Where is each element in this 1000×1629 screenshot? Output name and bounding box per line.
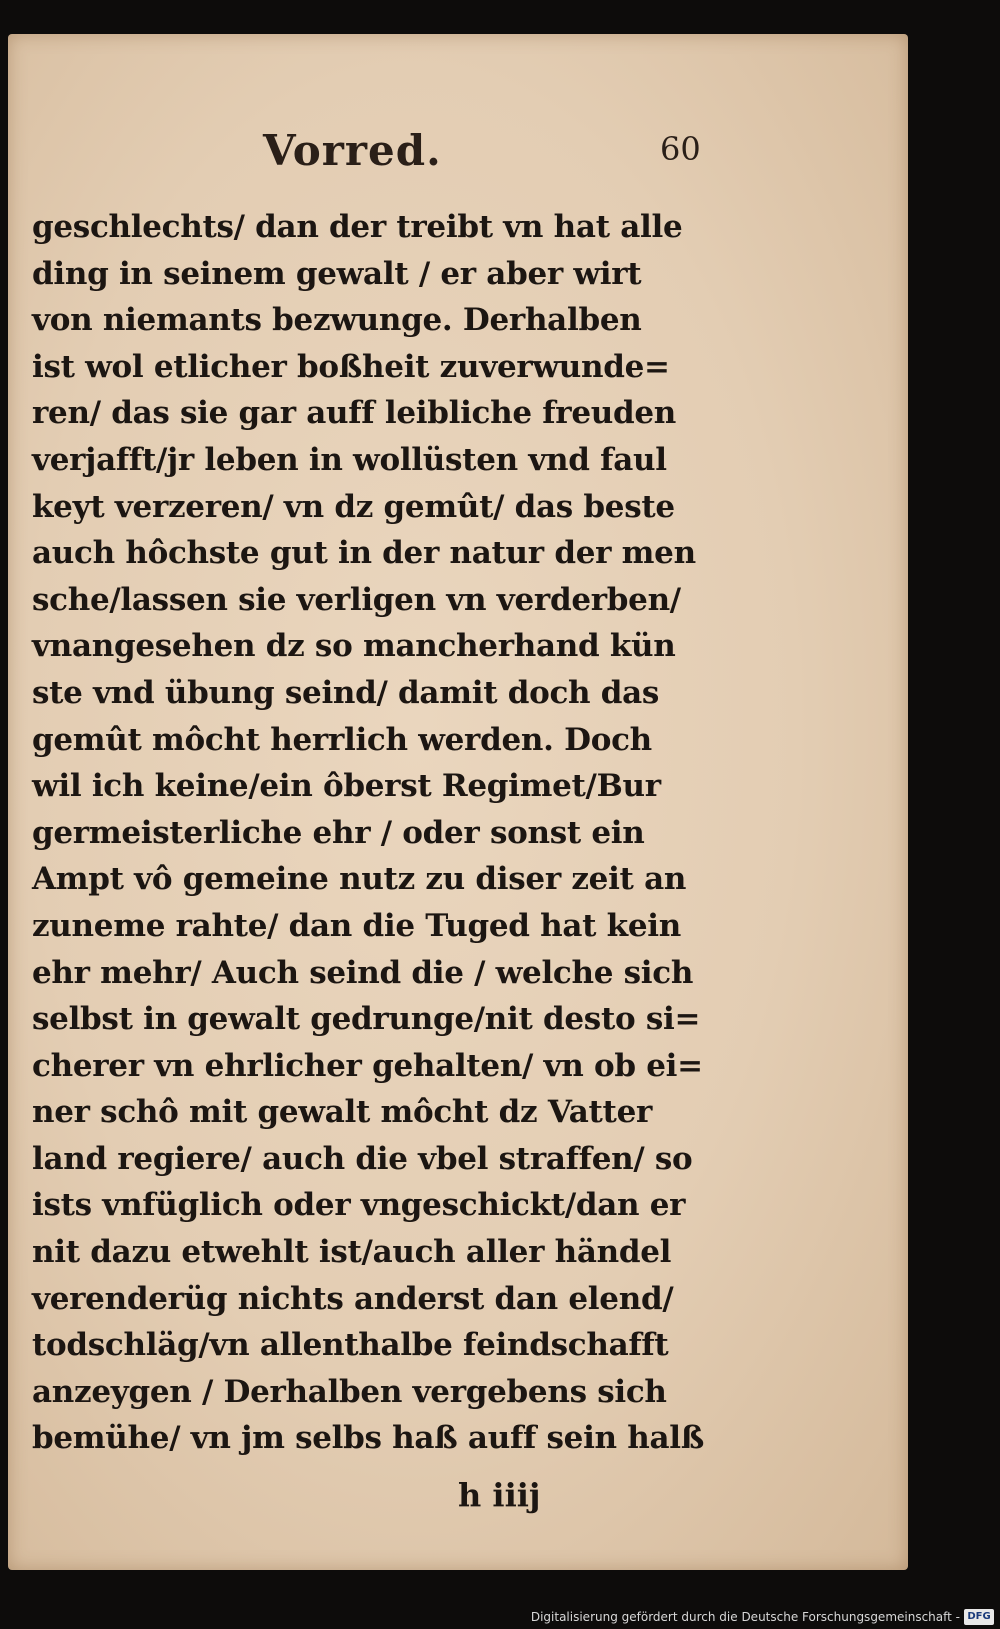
running-head: Vorred.: [263, 126, 442, 175]
text-line: nit dazu etwehlt ist/auch aller händel: [32, 1234, 672, 1271]
text-line: vnangesehen dz so mancherhand kün: [32, 628, 676, 665]
book-page: [8, 34, 908, 1570]
text-line: cherer vn ehrlicher gehalten/ vn ob ei=: [32, 1047, 703, 1084]
footer-bar: [0, 1599, 1000, 1629]
text-line: bemühe/ vn jm selbs haß auff sein halß: [32, 1420, 705, 1457]
dfg-logo: DFG: [964, 1609, 994, 1625]
text-line: wil ich keine/ein ôberst Regimet/Bur: [32, 768, 661, 805]
text-line: Ampt vô gemeine nutz zu diser zeit an: [32, 861, 687, 898]
text-line: selbst in gewalt gedrunge/nit desto si=: [32, 1001, 701, 1038]
text-line: ding in seinem gewalt / er aber wirt: [32, 255, 642, 292]
text-line: anzeygen / Derhalben vergebens sich: [32, 1373, 667, 1410]
text-line: ist wol etlicher boßheit zuverwunde=: [32, 348, 670, 385]
text-line: gemût môcht herrlich werden. Doch: [32, 721, 652, 758]
text-line: ren/ das sie gar auff leibliche freuden: [32, 395, 677, 432]
text-line: verjafft/jr leben in wollüsten vnd faul: [32, 441, 667, 478]
text-line: sche/lassen sie verligen vn verderben/: [32, 581, 681, 618]
page-number: 60: [660, 130, 701, 168]
body-text: [32, 204, 722, 1462]
text-line: ists vnfüglich oder vngeschickt/dan er: [32, 1187, 686, 1224]
text-line: ner schô mit gewalt môcht dz Vatter: [32, 1094, 653, 1131]
text-line: land regiere/ auch die vbel straffen/ so: [32, 1140, 693, 1177]
text-line: auch hôchste gut in der natur der men: [32, 535, 696, 572]
text-line: geschlechts/ dan der treibt vn hat alle: [32, 209, 683, 245]
text-line: germeisterliche ehr / oder sonst ein: [32, 814, 645, 851]
text-line: zuneme rahte/ dan die Tuged hat kein: [32, 907, 681, 944]
text-line: ehr mehr/ Auch seind die / welche sich: [32, 954, 694, 991]
text-line: ste vnd übung seind/ damit doch das: [32, 674, 660, 711]
funding-note: Digitalisierung gefördert durch die Deutsche Forschungsgemeinschaft -: [530, 1610, 960, 1624]
page-header: [8, 126, 908, 186]
text-line: todschläg/vn allenthalbe feindschafft: [32, 1327, 669, 1364]
text-line: keyt verzeren/ vn dz gemût/ das beste: [32, 488, 675, 525]
signature-mark: h iiij: [458, 1476, 541, 1514]
text-line: verenderüg nichts anderst dan elend/: [32, 1280, 674, 1317]
text-line: von niemants bezwunge. Derhalben: [32, 302, 642, 339]
